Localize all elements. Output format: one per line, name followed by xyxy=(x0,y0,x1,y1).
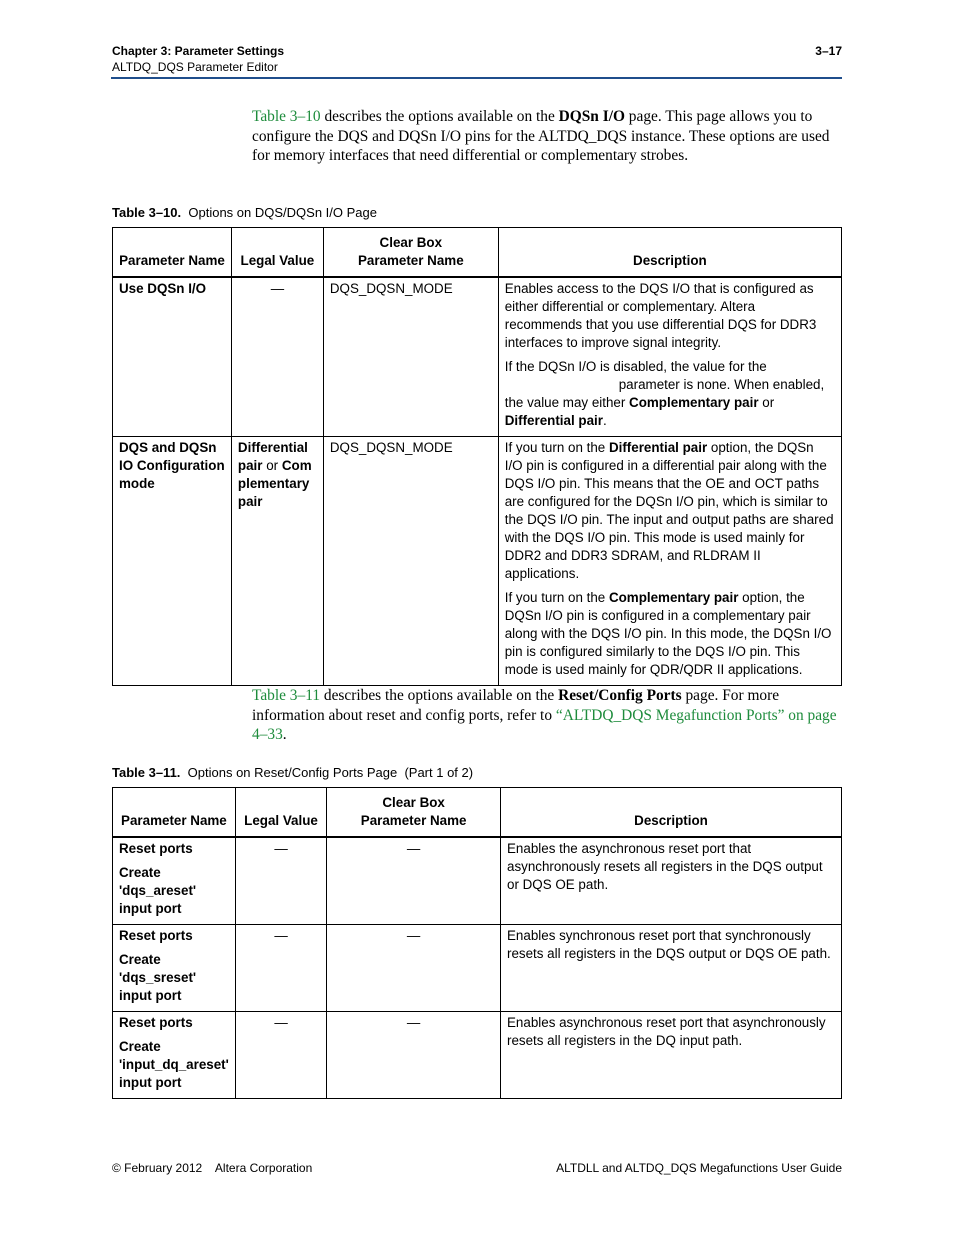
desc-bold: Complementary pair xyxy=(608,590,739,605)
legal-value-cell: — xyxy=(235,1012,326,1099)
chapter-title: Chapter 3: Parameter Settings xyxy=(112,44,285,58)
description-paragraph xyxy=(505,589,835,679)
intro-paragraph-1 xyxy=(252,107,844,166)
table-3-10-link[interactable]: Table 3–10 xyxy=(252,108,321,125)
table-3-11-caption xyxy=(112,765,473,780)
param-name-cell: DQS and DQSn IO Configuration mode xyxy=(113,437,232,686)
description-paragraph: Enables access to the DQS I/O that is configured as either differential or complementary. Altera recommends that you use differential DQS for DDR3 interfaces to improve signal integrity. xyxy=(504,281,817,350)
caption-text: Options on DQS/DQSn I/O Page xyxy=(188,205,377,220)
table-header-row xyxy=(113,788,842,838)
megafunction-ports-link[interactable]: “ALTDQ_DQS Megafunction Ports” on page 4–33 xyxy=(252,706,837,744)
desc-bold: Differential pair xyxy=(504,413,603,428)
legal-value-cell: — xyxy=(235,925,326,1012)
description-cell: Enables synchronous reset port that synchronously resets all registers in the DQS output or DQS OE path. xyxy=(501,925,842,1012)
clearbox-cell: DQS_DQSN_MODE xyxy=(323,437,498,686)
desc-bold: Differential pair xyxy=(608,440,708,455)
desc-text: If you turn on the xyxy=(504,590,609,605)
col-header-legal-value: Legal Value xyxy=(231,228,323,278)
intro-paragraph-2 xyxy=(252,686,844,745)
col-header-clear-box: Clear Box Parameter Name xyxy=(323,228,498,278)
col-header-description: Description xyxy=(498,228,841,278)
desc-text: parameter is none. When enabled, the value may either xyxy=(504,377,825,410)
header-rule xyxy=(111,77,842,79)
clearbox-cell: DQS_DQSN_MODE xyxy=(323,277,498,437)
description-paragraph xyxy=(505,439,835,583)
table-row xyxy=(113,277,842,437)
col-header-parameter-name: Parameter Name xyxy=(113,228,232,278)
desc-text: . xyxy=(602,413,607,428)
param-name-cell: Use DQSn I/O xyxy=(113,277,232,437)
intro1-text-b: page. This page allows you to configure the DQS and DQSn I/O pins for the ALTDQ_DQS instance. These options are used for memory interfaces that need differential or complementary strobes. xyxy=(252,108,830,165)
col-header-description: Description xyxy=(501,788,842,838)
intro2-text-a: describes the options available on the xyxy=(320,687,559,704)
col-header-parameter-name: Parameter Name xyxy=(113,788,236,838)
caption-label: Table 3–10. xyxy=(112,205,182,220)
legal-bold: Differential pair xyxy=(237,440,308,473)
legal-value-cell: — xyxy=(231,277,323,437)
table-row xyxy=(113,437,842,686)
clearbox-cell: — xyxy=(327,1012,501,1099)
param-name-cell xyxy=(113,1012,236,1099)
table-3-11-link[interactable]: Table 3–11 xyxy=(252,687,321,704)
col-header-clear-box: Clear Box Parameter Name xyxy=(327,788,501,838)
legal-text: or xyxy=(262,458,282,473)
footer-copyright: © February 2012 Altera Corporation xyxy=(112,1161,313,1175)
page-header xyxy=(112,43,842,75)
table-header-row xyxy=(113,228,842,278)
desc-text: If the DQSn I/O is disabled, the value for the xyxy=(504,359,767,374)
table-row xyxy=(113,925,842,1012)
table-3-10-caption xyxy=(112,205,377,220)
description-cell: Enables the asynchronous reset port that asynchronously resets all registers in the DQS output or DQS OE path. xyxy=(501,837,842,925)
param-group: Reset ports xyxy=(119,1015,193,1030)
legal-value-cell xyxy=(231,437,323,686)
desc-bold: Complementary pair xyxy=(629,395,759,410)
legal-bold: Complementary pair xyxy=(237,458,312,509)
section-title: ALTDQ_DQS Parameter Editor xyxy=(112,60,278,74)
description-paragraph xyxy=(505,358,835,430)
param-name: Create 'dqs_sreset' input port xyxy=(119,952,197,1003)
description-cell xyxy=(498,277,841,437)
description-cell: Enables asynchronous reset port that asynchronously resets all registers in the DQ input path. xyxy=(501,1012,842,1099)
intro1-bold: DQSn I/O xyxy=(558,108,625,125)
table-row xyxy=(113,1012,842,1099)
param-group: Reset ports xyxy=(119,928,193,943)
param-name-cell xyxy=(113,925,236,1012)
param-name: Create 'dqs_areset' input port xyxy=(119,865,197,916)
intro2-text-b: page. For more information about reset and config ports, refer to xyxy=(252,687,780,724)
page-number: 3–17 xyxy=(815,44,842,58)
intro1-text-a: describes the options available on the xyxy=(320,108,559,125)
intro2-bold: Reset/Config Ports xyxy=(558,687,682,704)
caption-text: Options on Reset/Config Ports Page (Part 1 of 2) xyxy=(187,765,474,780)
intro2-text-c: . xyxy=(282,726,287,744)
col-header-legal-value: Legal Value xyxy=(235,788,326,838)
param-name-cell xyxy=(113,837,236,925)
options-table-3-11 xyxy=(112,787,842,1099)
clearbox-cell: — xyxy=(327,925,501,1012)
table-row xyxy=(113,837,842,925)
clearbox-cell: — xyxy=(327,837,501,925)
desc-text: option, the DQSn I/O pin is configured in a complementary pair along with the DQS I/O pin. In this mode, the DQSn I/O pin is configured similarly to the DQS I/O pin. This mode is used mainly for QDR/QDR II applications. xyxy=(504,590,832,677)
caption-label: Table 3–11. xyxy=(112,765,181,780)
footer-guide-title: ALTDLL and ALTDQ_DQS Megafunctions User Guide xyxy=(556,1161,842,1175)
legal-value-cell: — xyxy=(235,837,326,925)
desc-text: If you turn on the xyxy=(504,440,609,455)
description-cell xyxy=(498,437,841,686)
desc-text: option, the DQSn I/O pin is configured in a differential pair along with the DQS I/O pin. This means that the OE and OCT paths are configured for the DQSn I/O pin, which is similar to the DQS I/O pin. The input and output paths are shared with the DQS I/O pin. This mode is used mainly for DDR2 and DDR3 SDRAM, and RLDRAM II applications. xyxy=(504,440,834,581)
page-footer xyxy=(112,1161,842,1175)
options-table-3-10 xyxy=(112,227,842,686)
desc-text: or xyxy=(758,395,775,410)
param-group: Reset ports xyxy=(119,841,193,856)
param-name: Create 'input_dq_areset' input port xyxy=(119,1039,229,1090)
